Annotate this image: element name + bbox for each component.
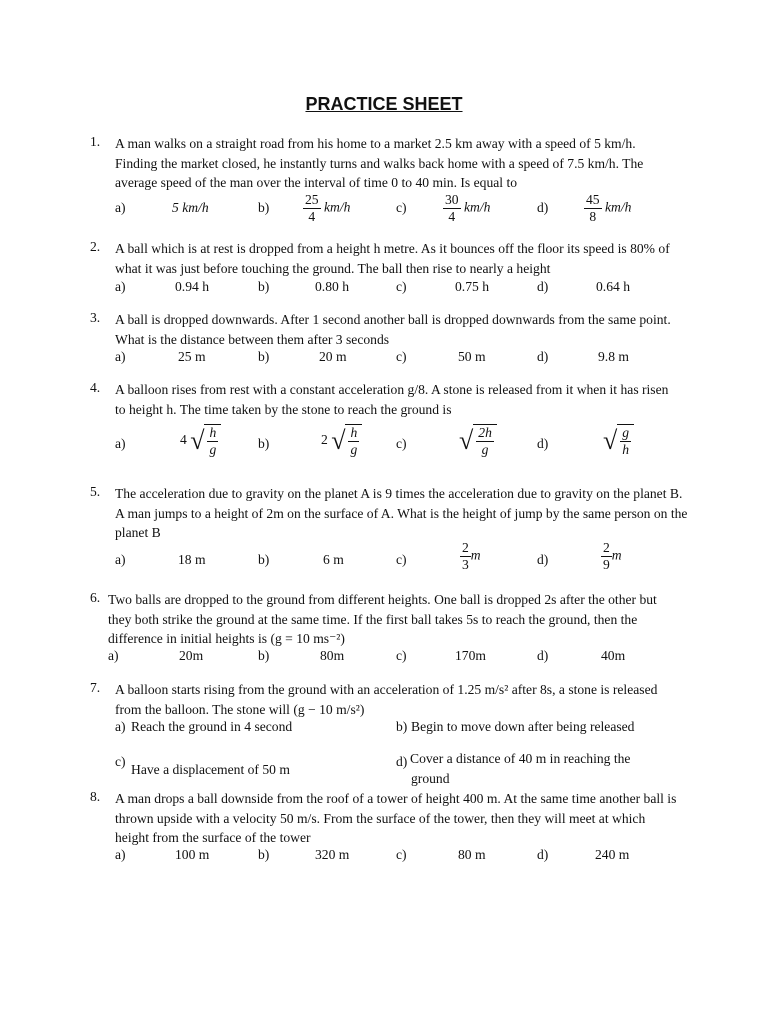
option-value: Cover a distance of 40 m in reaching the: [410, 751, 631, 766]
option-value: $\frac{45}{8}$ km/h: [586, 192, 632, 224]
option-value: $\frac{25}{4}$ km/h: [305, 192, 351, 224]
option-label: d): [396, 754, 408, 769]
option-value: 40m: [601, 648, 626, 663]
option-value: 2 √ $\frac{h}{g}$: [321, 424, 362, 458]
option-label: d): [537, 552, 549, 567]
option-label: d): [537, 200, 549, 215]
option-value: [603, 424, 634, 458]
page-title: PRACTICE SHEET: [305, 94, 463, 114]
option-value: 0.75 h: [455, 279, 489, 294]
option-value: 0.94 h: [175, 279, 209, 294]
option-label: a): [115, 436, 126, 451]
option-label: b): [258, 552, 270, 567]
question-number: 8.: [90, 789, 101, 804]
question-stem: A balloon starts rising from the ground with an acceleration of 1.25 m/s² after 8s, a stone is released from the balloon. The stone will (g − 10 m/s²): [115, 682, 658, 717]
option-value: 5 km/h: [172, 200, 209, 215]
question-stem: A man drops a ball downside from the roof of a tower of height 400 m. At the same time another ball is thrown upside with a velocity 50 m/s. From the surface of the tower, then they will meet at which height from the surface of the tower: [115, 791, 677, 845]
question-stem: The acceleration due to gravity on the planet A is 9 times the acceleration due to gravity on the planet B. A man jumps to a height of 2m on the surface of A. What is the height of jump by the same person on the planet B: [115, 486, 688, 540]
question-stem: A balloon rises from rest with a constant acceleration g/8. A stone is released from it when it has risen to height h. The time taken by the stone to reach the ground is: [115, 382, 669, 417]
option-label: d): [537, 436, 549, 451]
option-label: b): [258, 648, 270, 663]
sqrt-symbol: √ $\frac{h}{g}$: [331, 424, 362, 458]
option-value: 0.80 h: [315, 279, 349, 294]
option-label: a): [108, 648, 119, 663]
option-value: 100 m: [175, 847, 210, 862]
option-label: a): [115, 200, 126, 215]
option-label: a): [115, 847, 126, 862]
option-value: 80 m: [458, 847, 486, 862]
fraction: $\frac{30}{4}$: [445, 192, 459, 224]
option-label: b): [258, 349, 270, 364]
fraction: $\frac{25}{4}$: [305, 192, 319, 224]
question-stem: A ball is dropped downwards. After 1 second another ball is dropped downwards from the same point. What is the distance between them after 3 seconds: [115, 312, 671, 347]
option-label: d): [537, 349, 549, 364]
option-value: 0.64 h: [596, 279, 630, 294]
sqrt-symbol: √ $\frac{h}{g}$: [190, 424, 221, 458]
option-value: $\frac{2}{9}$ m: [603, 540, 622, 572]
option-value: 25 m: [178, 349, 206, 364]
option-label: c): [396, 648, 407, 663]
option-value: 80m: [320, 648, 345, 663]
option-value: $\frac{30}{4}$ km/h: [445, 192, 491, 224]
question-number: 4.: [90, 380, 101, 395]
option-label: b): [258, 436, 270, 451]
option-value: 170m: [455, 648, 486, 663]
fraction: $\frac{45}{8}$: [586, 192, 600, 224]
question-number: 3.: [90, 310, 101, 325]
option-value: 50 m: [458, 349, 486, 364]
option-value: Have a displacement of 50 m: [131, 762, 290, 777]
option-value: 9.8 m: [598, 349, 629, 364]
fraction: $\frac{2}{9}$: [603, 540, 610, 572]
question-number: 5.: [90, 484, 101, 499]
option-label: c): [396, 200, 407, 215]
question-number: 7.: [90, 680, 101, 695]
option-label: b): [258, 200, 270, 215]
option-value: $\frac{2}{3}$ m: [462, 540, 481, 572]
question-number: 2.: [90, 239, 101, 254]
option-label: c): [396, 847, 407, 862]
option-value: 20m: [179, 648, 204, 663]
option-label: b): [258, 279, 270, 294]
option-label: c): [396, 436, 407, 451]
option-label: c): [396, 279, 407, 294]
option-value: Begin to move down after being released: [411, 719, 635, 734]
sqrt-symbol: √ $\frac{g}{h}$: [603, 424, 634, 458]
option-label: a): [115, 552, 126, 567]
option-label: b): [258, 847, 270, 862]
option-value: 4 √ $\frac{h}{g}$: [180, 424, 221, 458]
option-label: c): [396, 552, 407, 567]
option-label: d): [537, 847, 549, 862]
question-stem: A ball which is at rest is dropped from a height h metre. As it bounces off the floor its speed is 80% of what it was just before touching the ground. The ball then rise to nearly a height: [115, 241, 670, 276]
question-number: 1.: [90, 134, 101, 149]
option-label: d): [537, 648, 549, 663]
option-label: b): [396, 719, 408, 734]
question-stem: A man walks on a straight road from his home to a market 2.5 km away with a speed of 5 km/h. Finding the market closed, he instantly turns and walks back home with a speed of 7.5 km/h. The average speed of the man over the interval of time 0 to 40 min. Is equal to: [115, 136, 644, 190]
question-stem: Two balls are dropped to the ground from different heights. One ball is dropped 2s after the other but they both strike the ground at the same time. If the first ball takes 5s to reach the ground, then the difference in initial heights is (g = 10 ms⁻²): [108, 592, 657, 646]
option-label: c): [115, 754, 126, 769]
option-value: Reach the ground in 4 second: [131, 719, 293, 734]
option-label: a): [115, 279, 126, 294]
option-value: 6 m: [323, 552, 344, 567]
option-value-continued: ground: [411, 771, 450, 786]
option-value: 20 m: [319, 349, 347, 364]
option-label: d): [537, 279, 549, 294]
option-value: [459, 424, 497, 458]
option-value: 240 m: [595, 847, 630, 862]
sqrt-symbol: √ $\frac{2h}{g}$: [459, 424, 497, 458]
option-value: 320 m: [315, 847, 350, 862]
option-label: c): [396, 349, 407, 364]
option-label: a): [115, 349, 126, 364]
question-number: 6.: [90, 590, 101, 605]
fraction: $\frac{2}{3}$: [462, 540, 469, 572]
option-label: a): [115, 719, 126, 734]
option-value: 18 m: [178, 552, 206, 567]
